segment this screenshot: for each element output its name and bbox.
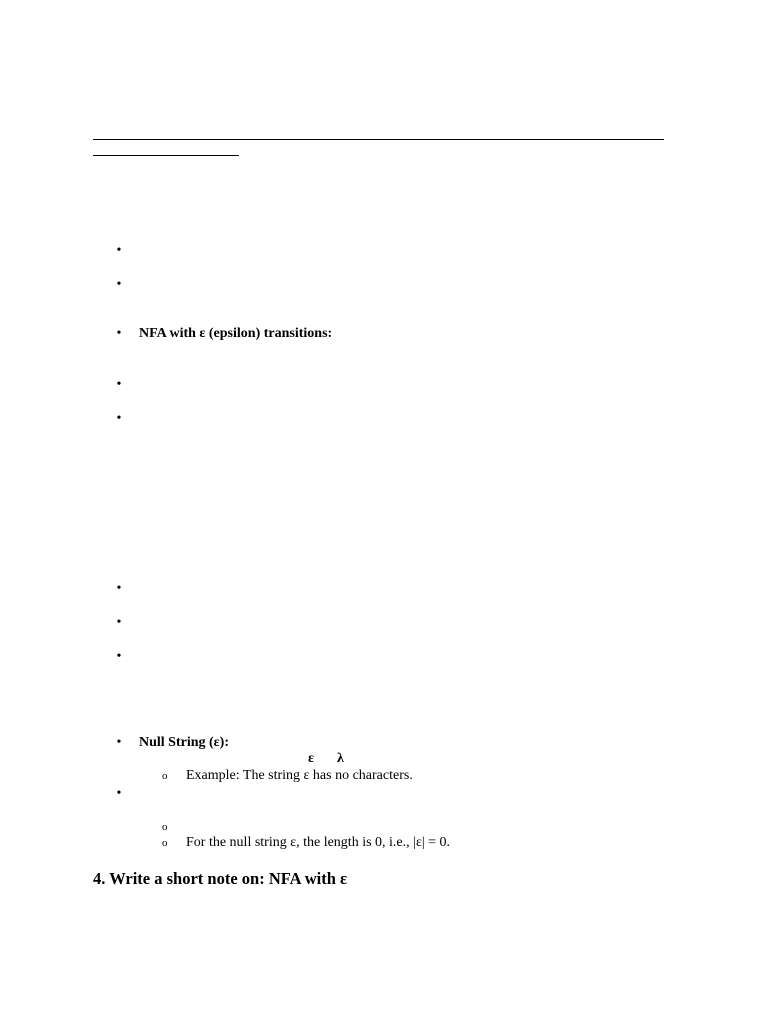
bullet-icon: • (116, 581, 122, 596)
null-string-example: Example: The string ε has no characters. (186, 768, 413, 783)
bullet-icon: • (116, 277, 122, 292)
horizontal-rule (93, 139, 664, 140)
null-string-item: Null String (ε): (139, 735, 229, 750)
bullet-icon: • (116, 377, 122, 392)
null-string-length: For the null string ε, the length is 0, i.e., |ε| = 0. (186, 835, 451, 850)
sub-bullet-icon: o (162, 821, 168, 833)
epsilon-symbol: ε (308, 751, 314, 766)
bullet-icon: • (116, 243, 122, 258)
bullet-icon: • (116, 411, 122, 426)
sub-bullet-icon: o (162, 770, 168, 782)
sub-bullet-icon: o (162, 837, 168, 849)
bullet-icon: • (116, 786, 122, 801)
question-heading: 4. Write a short note on: NFA with ε (93, 869, 348, 888)
nfa-epsilon-item: NFA with ε (epsilon) transitions: (139, 326, 333, 341)
bullet-icon: • (116, 615, 122, 630)
lambda-symbol: λ (337, 751, 344, 766)
bullet-icon: • (116, 649, 122, 664)
bullet-icon: • (116, 735, 122, 750)
horizontal-rule-short (93, 155, 239, 156)
bullet-icon: • (116, 326, 122, 341)
